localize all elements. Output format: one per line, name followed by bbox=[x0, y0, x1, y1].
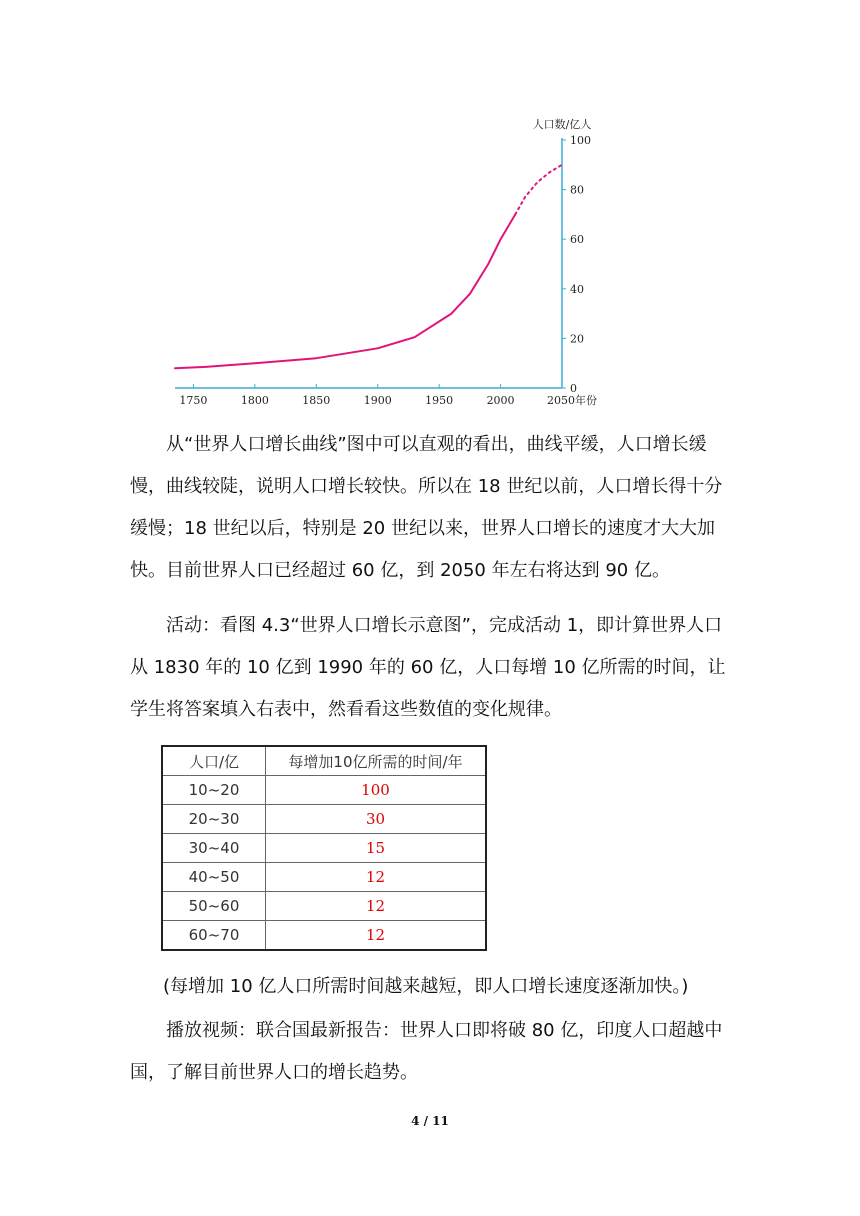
table-row bbox=[162, 892, 486, 921]
x-tick-label: 1800 bbox=[240, 394, 269, 407]
y-tick-label: 20 bbox=[570, 332, 584, 346]
y-tick-label: 60 bbox=[570, 233, 584, 247]
row-range: 50~60 bbox=[162, 892, 266, 921]
y-tick-label: 100 bbox=[570, 134, 591, 147]
row-range: 30~40 bbox=[162, 834, 266, 863]
row-value: 100 bbox=[266, 776, 487, 805]
header-population: 人口/亿 bbox=[162, 746, 266, 776]
row-range: 10~20 bbox=[162, 776, 266, 805]
population-chart bbox=[160, 110, 620, 410]
y-tick-label: 0 bbox=[570, 382, 577, 395]
header-time: 每增加10亿所需的时间/年 bbox=[266, 746, 487, 776]
table-row bbox=[162, 805, 486, 834]
row-value: 12 bbox=[266, 863, 487, 892]
paragraph-activity: 活动：看图 4.3“世界人口增长示意图”，完成活动 1，即计算世界人口从 1830 年的 10 亿到 1990 年的 60 亿，人口每增 10 亿所需的时间，让学生将答案填入右表中，然看看这些数值的变化规律。 bbox=[130, 615, 726, 720]
page-number: 4 / 11 bbox=[411, 1114, 449, 1128]
x-tick-label: 1950 bbox=[425, 394, 454, 407]
table-header-row bbox=[162, 746, 486, 776]
x-tick-label: 1900 bbox=[363, 394, 392, 407]
row-value: 15 bbox=[266, 834, 487, 863]
row-range: 40~50 bbox=[162, 863, 266, 892]
y-tick-label: 40 bbox=[570, 282, 584, 296]
x-tick-label: 1850 bbox=[302, 394, 331, 407]
table-row bbox=[162, 921, 486, 951]
paragraph-curve-analysis: 从“世界人口增长曲线”图中可以直观的看出，曲线平缓，人口增长缓慢，曲线较陡，说明人口增长较快。所以在 18 世纪以前，人口增长得十分缓慢；18 世纪以后，特别是 20 世纪以来，世界人口增长的速度才大大加快。目前世界人口已经超过 60 亿，到 2050 年左右将达到 90 亿。 bbox=[130, 434, 723, 581]
x-tick-label: 2000 bbox=[486, 394, 515, 407]
answer-table bbox=[161, 745, 487, 951]
paragraph-video: 播放视频：联合国最新报告：世界人口即将破 80 亿，印度人口超越中国，了解目前世界人口的增长趋势。 bbox=[130, 1020, 723, 1083]
row-value: 12 bbox=[266, 892, 487, 921]
projected-series-line bbox=[515, 165, 562, 215]
row-value: 12 bbox=[266, 921, 487, 951]
table-row bbox=[162, 776, 486, 805]
x-tick-label: 2050年份 bbox=[547, 394, 597, 407]
paragraph-conclusion: (每增加 10 亿人口所需时间越来越短，即人口增长速度逐渐加快。) bbox=[163, 976, 689, 997]
y-tick-label: 80 bbox=[570, 183, 584, 197]
y-axis-label: 人口数/亿人 bbox=[532, 118, 592, 131]
row-range: 20~30 bbox=[162, 805, 266, 834]
table-row bbox=[162, 834, 486, 863]
table-row bbox=[162, 863, 486, 892]
population-series-line bbox=[175, 214, 515, 368]
row-range: 60~70 bbox=[162, 921, 266, 951]
x-tick-label: 1750 bbox=[179, 394, 208, 407]
row-value: 30 bbox=[266, 805, 487, 834]
